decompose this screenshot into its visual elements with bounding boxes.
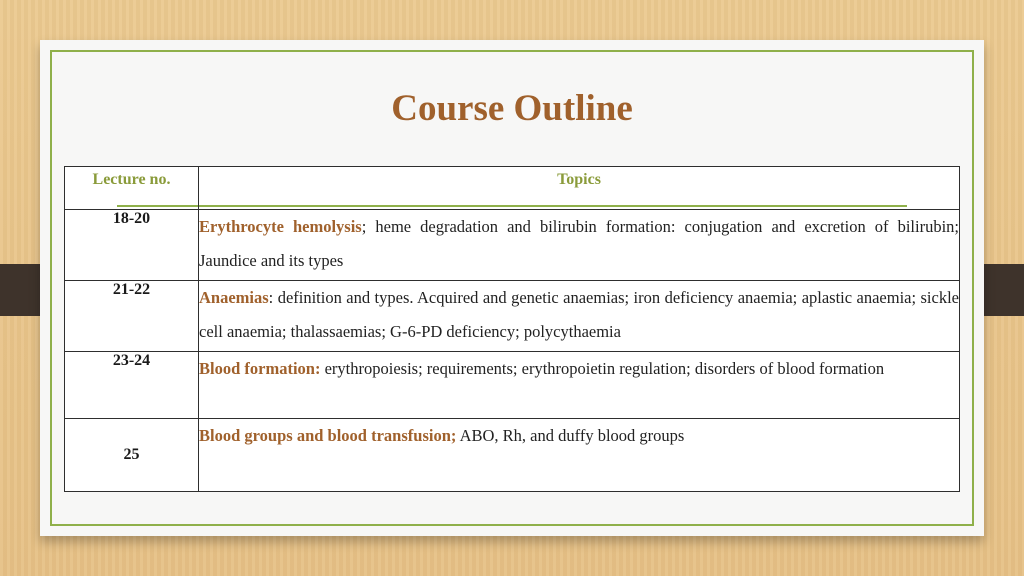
table-row — [65, 281, 960, 352]
lecture-no-header-label: Lecture no. — [92, 171, 171, 188]
slide-card — [40, 40, 984, 536]
lecture-number-cell: 23-24 — [65, 352, 199, 419]
topic-cell — [199, 210, 960, 281]
topic-cell — [199, 352, 960, 419]
topic-text: ABO, Rh, and duffy blood groups — [456, 426, 685, 445]
topic-highlight: Blood groups and blood transfusion; — [199, 426, 457, 445]
table-header-row — [65, 167, 960, 210]
topic-cell — [199, 419, 960, 492]
lecture-number-cell: 21-22 — [65, 281, 199, 352]
topics-header — [199, 167, 960, 210]
lecture-number-cell: 25 — [65, 419, 199, 492]
topic-text: erythropoiesis; requirements; erythropoietin regulation; disorders of blood formation — [320, 359, 885, 378]
header-underline — [117, 205, 198, 207]
table-row — [65, 352, 960, 419]
slide-title: Course Outline — [391, 88, 633, 129]
lecture-number-cell: 18-20 — [65, 210, 199, 281]
topic-text: ; heme degradation and bilirubin formation: conjugation and excretion of bilirubin; Jaundice and its types — [199, 217, 959, 270]
topic-highlight: Anaemias — [199, 288, 269, 307]
topic-highlight: Blood formation: — [199, 359, 321, 378]
topic-highlight: Erythrocyte hemolysis — [199, 217, 362, 236]
header-underline — [199, 205, 907, 207]
lecture-no-header — [65, 167, 199, 210]
topic-text: : definition and types. Acquired and genetic anaemias; iron deficiency anaemia; aplastic anaemia; sickle cell anaemia; thalassaemias; G-6-PD deficiency; polycythaemia — [199, 288, 959, 341]
table-row — [65, 419, 960, 492]
topic-cell — [199, 281, 960, 352]
topics-header-label: Topics — [557, 171, 601, 188]
course-outline-table — [64, 166, 960, 492]
table-row — [65, 210, 960, 281]
